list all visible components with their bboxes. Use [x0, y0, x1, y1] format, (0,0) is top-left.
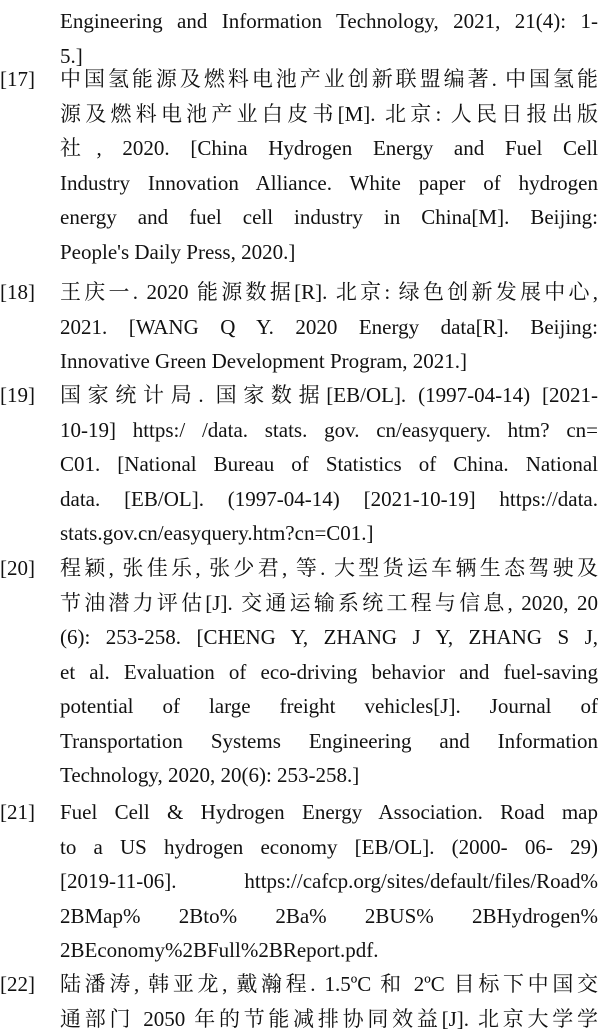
reference-line: to a US hydrogen economy [EB/OL]. (2000- 06- 29): [60, 830, 598, 865]
reference-line: Industry Innovation Alliance. White paper of hydrogen: [60, 166, 598, 201]
reference-line: C01. [National Bureau of Statistics of China. National: [60, 447, 598, 482]
reference-line: 2021. [WANG Q Y. 2020 Energy data[R]. Beijing:: [60, 310, 598, 345]
reference-line: 10-19] https:/ /data. stats. gov. cn/easyquery. htm? cn=: [60, 413, 598, 448]
reference-number: [19]: [0, 378, 35, 413]
reference-number: [20]: [0, 551, 35, 586]
reference-number: [21]: [0, 795, 35, 830]
reference-line: 节油潜力评估[J]. 交通运输系统工程与信息, 2020, 20: [60, 586, 598, 621]
reference-line: 5.]: [60, 39, 598, 74]
reference-line: 国家统计局. 国家数据[EB/OL]. (1997-04-14) [2021-: [60, 378, 598, 413]
reference-line: Technology, 2020, 20(6): 253-258.]: [60, 758, 598, 793]
reference-line: (6): 253-258. [CHENG Y, ZHANG J Y, ZHANG S J,: [60, 620, 598, 655]
reference-line: data. [EB/OL]. (1997-04-14) [2021-10-19] https://data.: [60, 482, 598, 517]
reference-line: Transportation Systems Engineering and Information: [60, 724, 598, 759]
reference-line: potential of large freight vehicles[J]. Journal of: [60, 689, 598, 724]
reference-line: stats.gov.cn/easyquery.htm?cn=C01.]: [60, 516, 598, 551]
reference-line: Fuel Cell & Hydrogen Energy Association. Road map: [60, 795, 598, 830]
reference-line: People's Daily Press, 2020.]: [60, 235, 598, 270]
reference-text: [60, 275, 598, 379]
reference-line: 社, 2020. [China Hydrogen Energy and Fuel Cell: [60, 131, 598, 166]
reference-line: 通部门 2050 年的节能减排协同效益[J]. 北京大学学: [60, 1002, 598, 1036]
reference-number: [22]: [0, 967, 35, 1002]
reference-line: 2BMap% 2Bto% 2Ba% 2BUS% 2BHydrogen%: [60, 899, 598, 934]
reference-line: 源及燃料电池产业白皮书[M]. 北京: 人民日报出版: [60, 97, 598, 132]
reference-number: [18]: [0, 275, 35, 310]
reference-line: 中国氢能源及燃料电池产业创新联盟编著. 中国氢能: [60, 62, 598, 97]
reference-line: 2BEconomy%2BFull%2BReport.pdf.: [60, 933, 598, 968]
reference-line: 程颖, 张佳乐, 张少君, 等. 大型货运车辆生态驾驶及: [60, 551, 598, 586]
reference-line: Engineering and Information Technology, 2021, 21(4): 1-: [60, 4, 598, 39]
reference-line: et al. Evaluation of eco-driving behavior and fuel-saving: [60, 655, 598, 690]
reference-text: [60, 551, 598, 793]
reference-line: energy and fuel cell industry in China[M]. Beijing:: [60, 200, 598, 235]
reference-text: [60, 967, 598, 1036]
reference-text: [60, 378, 598, 551]
reference-line: 陆潘涛, 韩亚龙, 戴瀚程. 1.5ºC 和 2ºC 目标下中国交: [60, 967, 598, 1002]
reference-text: [60, 795, 598, 968]
reference-line: 王庆一. 2020 能源数据[R]. 北京: 绿色创新发展中心,: [60, 275, 598, 310]
reference-line: [2019-11-06]. https://cafcp.org/sites/default/files/Road%: [60, 864, 598, 899]
reference-number: [17]: [0, 62, 35, 97]
reference-line: Innovative Green Development Program, 2021.]: [60, 344, 598, 379]
reference-text: [60, 62, 598, 269]
